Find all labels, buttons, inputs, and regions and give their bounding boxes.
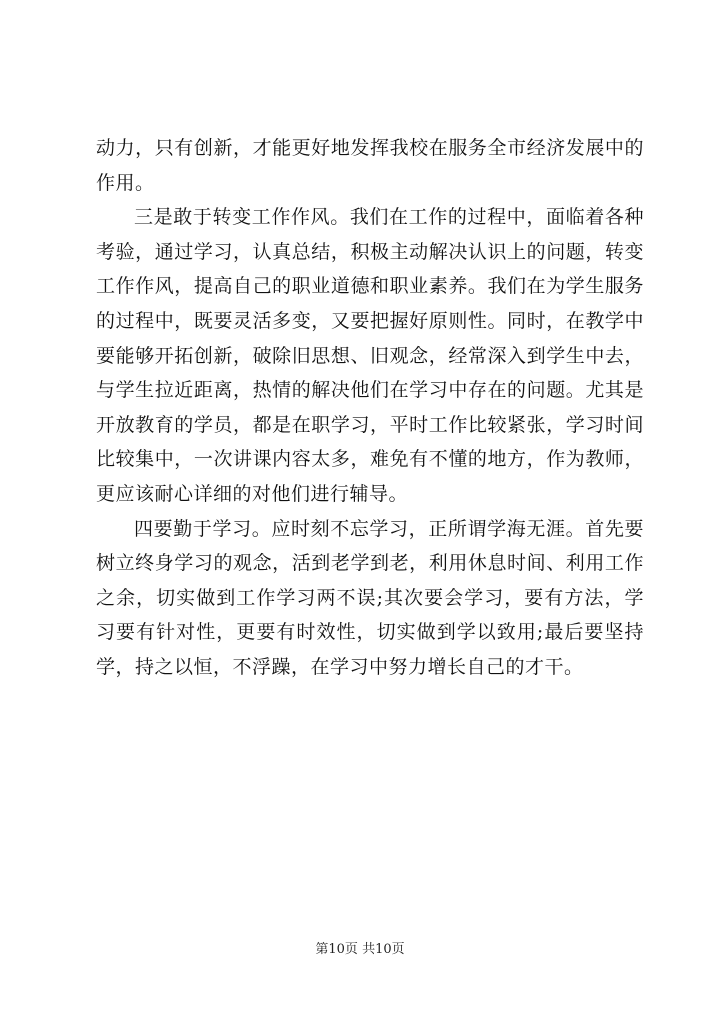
text-line: 树立终身学习的观念，活到老学到老，利用休息时间、利用工作 [96,552,644,575]
paragraph-1 [96,131,644,200]
text-line: 动力，只有创新，才能更好地发挥我校在服务全市经济发展中的 [96,137,644,159]
text-line: 三是敢于转变工作作风。我们在工作的过程中，面临着各种 [134,206,644,229]
text-line: 比较集中，一次讲课内容太多，难免有不懂的地方，作为教师， [96,448,644,471]
text-line: 要能够开拓创新，破除旧思想、旧观念，经常深入到学生中去， [96,344,644,367]
page-footer: 第10页 共10页 [315,942,405,957]
document-body [96,131,644,685]
text-line: 考验，通过学习，认真总结，积极主动解决认识上的问题，转变 [96,240,644,263]
text-line: 开放教育的学员，都是在职学习，平时工作比较紧张，学习时间 [96,413,644,436]
text-line: 的过程中，既要灵活多变，又要把握好原则性。同时，在教学中 [96,309,644,332]
paragraph-3 [96,512,644,685]
text-line: 四要勤于学习。应时刻不忘学习，正所谓学海无涯。首先要 [134,517,644,540]
text-line: 作用。 [96,171,155,194]
paragraph-2 [96,200,644,511]
text-line: 之余，切实做到工作学习两不误;其次要会学习，要有方法，学 [96,586,644,609]
text-line: 更应该耐心详细的对他们进行辅导。 [96,482,409,505]
text-line: 学，持之以恒，不浮躁，在学习中努力增长自己的才干。 [96,655,584,678]
text-line: 与学生拉近距离，热情的解决他们在学习中存在的问题。尤其是 [96,379,644,402]
text-line: 工作作风，提高自己的职业道德和职业素养。我们在为学生服务 [96,275,644,298]
text-line: 习要有针对性，更要有时效性，切实做到学以致用;最后要坚持 [96,621,644,644]
